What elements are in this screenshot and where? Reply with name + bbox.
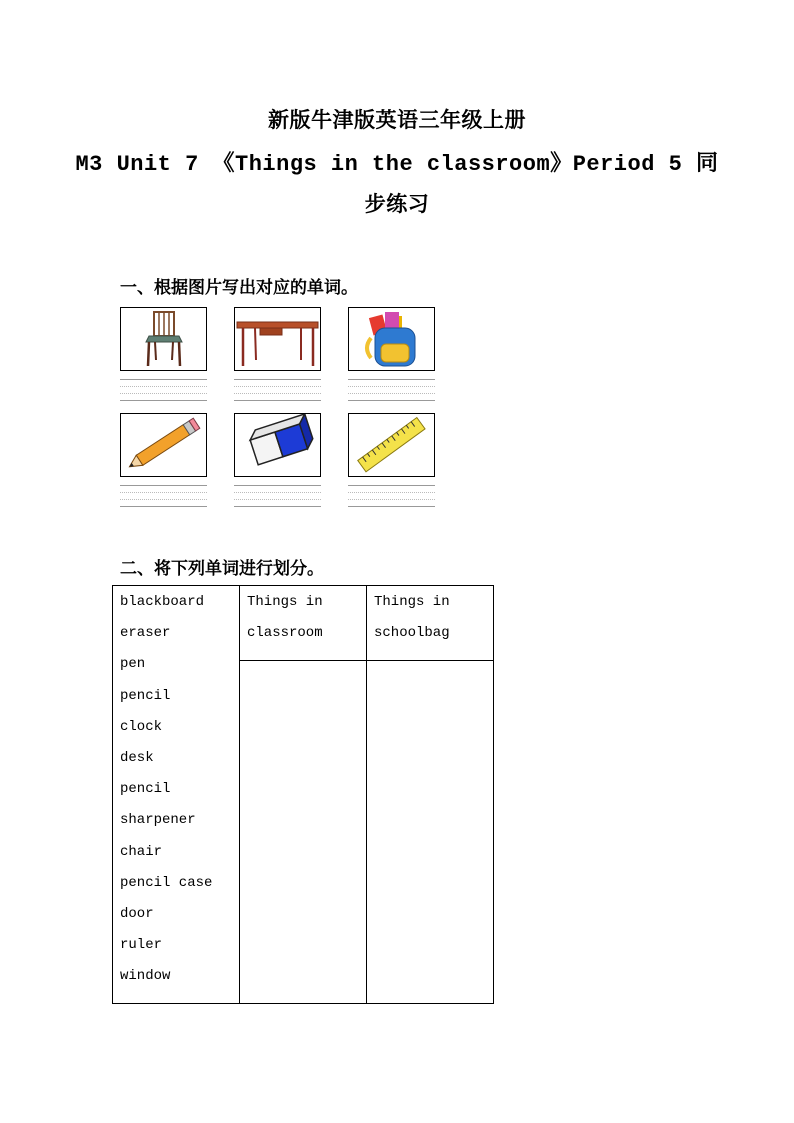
ruler-icon xyxy=(348,413,435,477)
word-item: door xyxy=(120,905,154,922)
word-list xyxy=(120,592,232,997)
classroom-header-line1: Things in xyxy=(247,594,323,610)
word-item: chair xyxy=(120,843,163,860)
unit-label: M3 Unit 7 xyxy=(75,152,199,177)
doc-title-line3: 步练习 xyxy=(364,191,430,216)
eraser-icon xyxy=(234,413,321,477)
word-item: pencil case xyxy=(120,874,213,891)
word-item: blackboard xyxy=(120,594,205,610)
doc-title-line2 xyxy=(0,146,794,177)
chair-icon xyxy=(120,307,207,371)
word-item: desk xyxy=(120,749,154,766)
classification-table xyxy=(112,585,494,1004)
classroom-answer-cell[interactable] xyxy=(240,661,367,1004)
word-item: eraser xyxy=(120,625,171,642)
title-tail: 同 xyxy=(696,150,719,176)
classroom-header xyxy=(240,586,367,661)
schoolbag-header xyxy=(367,586,494,661)
quote-open: 《 xyxy=(212,150,236,176)
answer-lines-2[interactable] xyxy=(234,379,321,409)
period-label: Period 5 xyxy=(572,152,683,177)
answer-lines-5[interactable] xyxy=(234,485,321,515)
word-item: clock xyxy=(120,718,163,735)
answer-lines-4[interactable] xyxy=(120,485,207,515)
schoolbag-header-line1: Things in xyxy=(374,594,450,610)
quote-close: 》 xyxy=(550,150,573,176)
word-item: window xyxy=(120,968,171,985)
section2-heading: 二、将下列单词进行划分。 xyxy=(120,559,324,579)
word-item: pencil xyxy=(120,687,171,704)
schoolbag-header-line2: schoolbag xyxy=(374,625,450,641)
schoolbag-icon xyxy=(348,307,435,371)
unit-title: Things in the classroom xyxy=(235,152,551,177)
word-item: pencil xyxy=(120,781,171,798)
section1-heading: 一、根据图片写出对应的单词。 xyxy=(120,278,358,298)
answer-lines-1[interactable] xyxy=(120,379,207,409)
desk-icon xyxy=(234,307,321,371)
word-item: pen xyxy=(120,656,146,673)
pencil-icon xyxy=(120,413,207,477)
answer-lines-6[interactable] xyxy=(348,485,435,515)
word-item: sharpener xyxy=(120,812,196,829)
answer-lines-3[interactable] xyxy=(348,379,435,409)
classroom-header-line2: classroom xyxy=(247,625,323,641)
word-item: ruler xyxy=(120,937,163,954)
word-list-cell xyxy=(113,586,240,1004)
doc-title-line1: 新版牛津版英语三年级上册 xyxy=(268,107,526,132)
schoolbag-answer-cell[interactable] xyxy=(367,661,494,1004)
